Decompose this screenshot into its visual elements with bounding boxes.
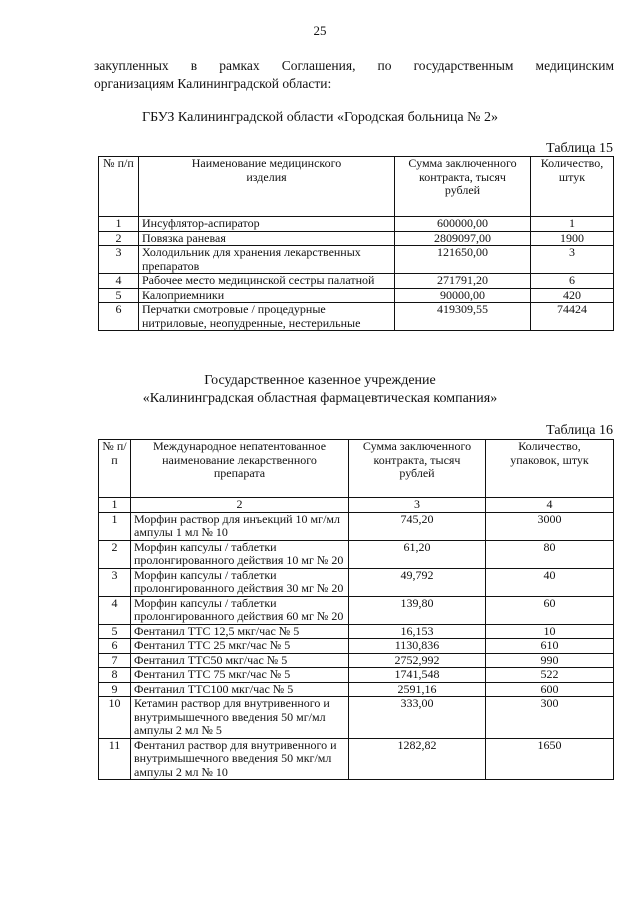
- table16-header-name: Международное непатентованное наименование лекарственного препарата: [131, 440, 349, 498]
- cell-sum: 139,80: [349, 596, 486, 624]
- table-row: [99, 231, 614, 246]
- cell-name: Фентанил ТТС 75 мкг/час № 5: [131, 668, 349, 683]
- table15-header-name: Наименование медицинского изделия: [139, 157, 395, 217]
- cell-name: Рабочее место медицинской сестры палатной: [139, 274, 395, 289]
- table-row: [99, 596, 614, 624]
- cell-num: 2: [99, 231, 139, 246]
- cell-qty: 522: [486, 668, 614, 683]
- table15-header-sum: Сумма заключенного контракта, тысяч рублей: [395, 157, 531, 217]
- table-15: [98, 156, 614, 331]
- table16-colnum-4: 4: [486, 498, 614, 513]
- cell-qty: 40: [486, 568, 614, 596]
- cell-name: Морфин капсулы / таблетки пролонгированного действия 30 мг № 20: [131, 568, 349, 596]
- table-16: [98, 439, 614, 780]
- table-row: [99, 668, 614, 683]
- table-row: [99, 288, 614, 303]
- cell-name: Инсуфлятор-аспиратор: [139, 217, 395, 232]
- cell-qty: 6: [531, 274, 614, 289]
- table16-header-row: [99, 440, 614, 498]
- cell-qty: 1900: [531, 231, 614, 246]
- cell-num: 3: [99, 568, 131, 596]
- cell-sum: 90000,00: [395, 288, 531, 303]
- intro-line-1: закупленных в рамках Соглашения, по государственным медицинским: [94, 58, 614, 73]
- cell-num: 7: [99, 653, 131, 668]
- cell-qty: 74424: [531, 303, 614, 331]
- section1-title: ГБУЗ Калининградской области «Городская больница № 2»: [142, 110, 498, 125]
- cell-name: Холодильник для хранения лекарственных препаратов: [139, 246, 395, 274]
- table-row: [99, 540, 614, 568]
- cell-qty: 600: [486, 682, 614, 697]
- cell-qty: 990: [486, 653, 614, 668]
- cell-qty: 3: [531, 246, 614, 274]
- cell-num: 6: [99, 639, 131, 654]
- table15-label: Таблица 15: [546, 141, 613, 156]
- cell-num: 1: [99, 217, 139, 232]
- cell-sum: 121650,00: [395, 246, 531, 274]
- cell-name: Фентанил ТТС100 мкг/час № 5: [131, 682, 349, 697]
- cell-num: 5: [99, 624, 131, 639]
- cell-sum: 2809097,00: [395, 231, 531, 246]
- table16-colnum-1: 1: [99, 498, 131, 513]
- table-row: [99, 653, 614, 668]
- cell-qty: 1650: [486, 738, 614, 780]
- cell-num: 4: [99, 274, 139, 289]
- table16-colnum-2: 2: [131, 498, 349, 513]
- cell-sum: 49,792: [349, 568, 486, 596]
- cell-name: Морфин капсулы / таблетки пролонгированного действия 60 мг № 20: [131, 596, 349, 624]
- cell-qty: 420: [531, 288, 614, 303]
- cell-qty: 300: [486, 697, 614, 739]
- table15-header-num: № п/п: [99, 157, 139, 217]
- intro-line-2: организациям Калининградской области:: [94, 76, 332, 91]
- cell-num: 5: [99, 288, 139, 303]
- table16-header-qty: Количество, упаковок, штук: [486, 440, 614, 498]
- cell-name: Перчатки смотровые / процедурные нитриловые, неопудренные, нестерильные: [139, 303, 395, 331]
- cell-name: Кетамин раствор для внутривенного и внутримышечного введения 50 мг/мл ампулы 2 мл № 5: [131, 697, 349, 739]
- intro-paragraph: [94, 57, 614, 93]
- table16-label: Таблица 16: [546, 423, 613, 438]
- table15-header-qty: Количество, штук: [531, 157, 614, 217]
- cell-sum: 600000,00: [395, 217, 531, 232]
- table-row: [99, 246, 614, 274]
- cell-name: Фентанил ТТС 25 мкг/час № 5: [131, 639, 349, 654]
- table-row: [99, 274, 614, 289]
- cell-sum: 2752,992: [349, 653, 486, 668]
- table-row: [99, 738, 614, 780]
- cell-sum: 61,20: [349, 540, 486, 568]
- cell-name: Морфин капсулы / таблетки пролонгированного действия 10 мг № 20: [131, 540, 349, 568]
- cell-num: 11: [99, 738, 131, 780]
- cell-sum: 2591,16: [349, 682, 486, 697]
- cell-sum: 271791,20: [395, 274, 531, 289]
- table15-header-row: [99, 157, 614, 217]
- cell-num: 3: [99, 246, 139, 274]
- cell-sum: 333,00: [349, 697, 486, 739]
- cell-num: 6: [99, 303, 139, 331]
- table-row: [99, 697, 614, 739]
- cell-qty: 80: [486, 540, 614, 568]
- cell-qty: 60: [486, 596, 614, 624]
- cell-name: Фентанил ТТС 12,5 мкг/час № 5: [131, 624, 349, 639]
- cell-sum: 16,153: [349, 624, 486, 639]
- cell-num: 8: [99, 668, 131, 683]
- table16-header-num: № п/п: [99, 440, 131, 498]
- cell-sum: 1282,82: [349, 738, 486, 780]
- cell-name: Фентанил раствор для внутривенного и внутримышечного введения 50 мкг/мл ампулы 2 мл № 10: [131, 738, 349, 780]
- table-row: [99, 303, 614, 331]
- cell-name: Фентанил ТТС50 мкг/час № 5: [131, 653, 349, 668]
- cell-sum: 419309,55: [395, 303, 531, 331]
- cell-qty: 610: [486, 639, 614, 654]
- table-row: [99, 568, 614, 596]
- page-number: 25: [313, 23, 327, 38]
- cell-sum: 745,20: [349, 512, 486, 540]
- cell-name: Повязка раневая: [139, 231, 395, 246]
- table16-colnum-3: 3: [349, 498, 486, 513]
- cell-num: 9: [99, 682, 131, 697]
- table-row: [99, 639, 614, 654]
- cell-name: Калоприемники: [139, 288, 395, 303]
- table-row: [99, 682, 614, 697]
- section2-title-line2: «Калининградская областная фармацевтическая компания»: [142, 391, 498, 406]
- cell-num: 4: [99, 596, 131, 624]
- table-row: [99, 217, 614, 232]
- table-row: [99, 624, 614, 639]
- cell-num: 2: [99, 540, 131, 568]
- cell-qty: 1: [531, 217, 614, 232]
- table16-header-sum: Сумма заключенного контракта, тысяч рублей: [349, 440, 486, 498]
- cell-name: Морфин раствор для инъекций 10 мг/мл ампулы 1 мл № 10: [131, 512, 349, 540]
- table16-colnum-row: [99, 498, 614, 513]
- table-row: [99, 512, 614, 540]
- section2-title-line1: Государственное казенное учреждение: [204, 373, 436, 388]
- cell-num: 1: [99, 512, 131, 540]
- cell-qty: 10: [486, 624, 614, 639]
- cell-qty: 3000: [486, 512, 614, 540]
- cell-sum: 1130,836: [349, 639, 486, 654]
- cell-num: 10: [99, 697, 131, 739]
- cell-sum: 1741,548: [349, 668, 486, 683]
